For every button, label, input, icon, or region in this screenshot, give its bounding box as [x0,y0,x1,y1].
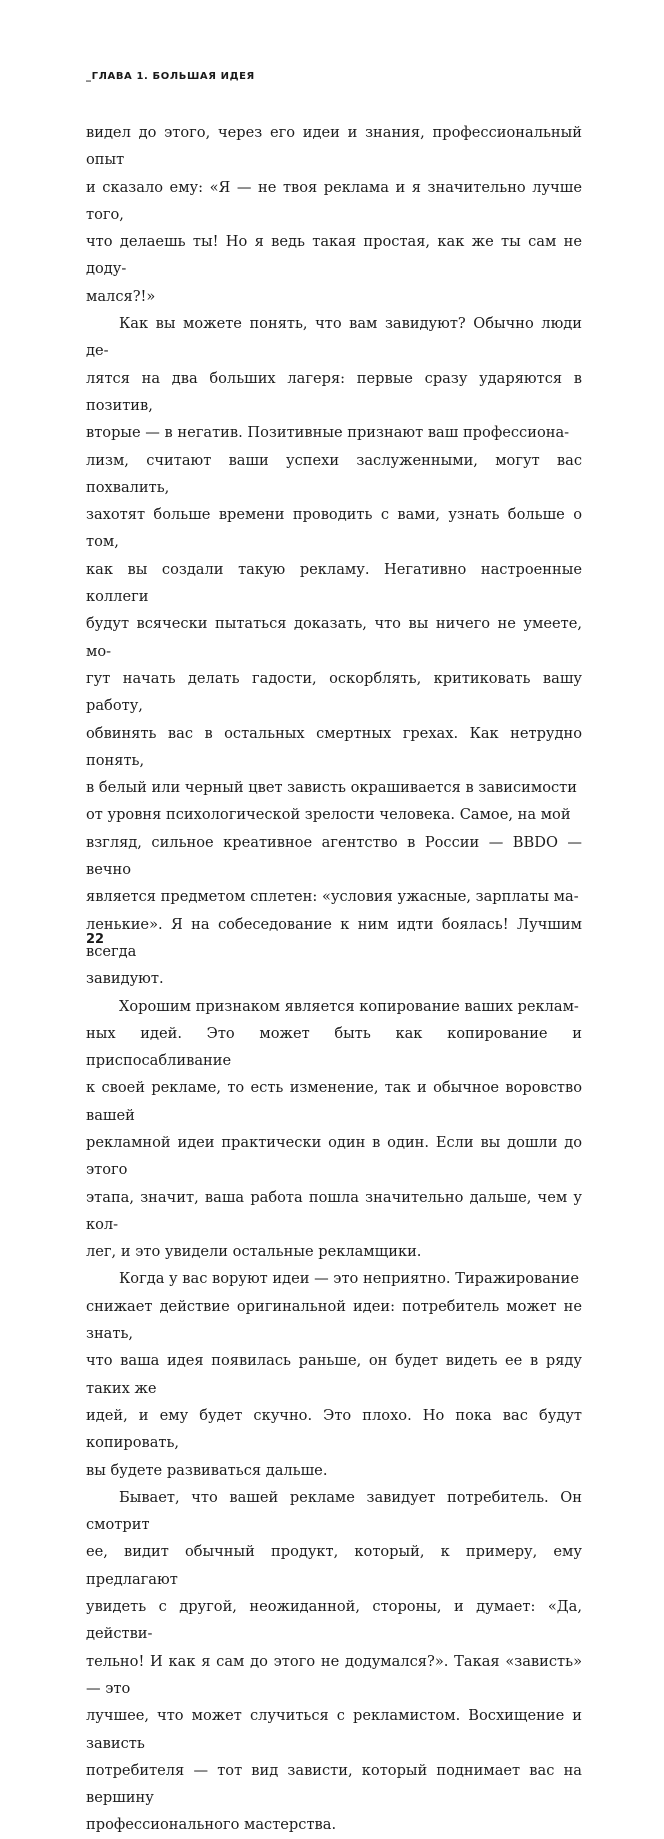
paragraph-consumer-envy: Бывает, что вашей рекламе завидует потребитель. Он смотрит ее, видит обычный продукт, который, к примеру, ему предлагают увидеть с другой, неожиданной, стороны, и думает: «Да, действи- тельно! И как я сам до этого не додумался?». Такая «зависть» — это лучшее, что может случиться с рекламистом. Восхищение и зависть потребителя — тот вид зависти, который поднимает вас на вершину профессионального мастерства. [86,1488,582,1834]
body-text [86,119,582,1839]
page-number: 22 [86,932,105,947]
paragraph-stolen-ideas: Когда у вас воруют идеи — это неприятно. Тиражирование снижает действие оригинальной идеи: потребитель может не знать, что ваша идея появилась раньше, он будет видеть ее в ряду таких же идей, и ему будет скучно. Это плохо. Но пока вас будут копировать, вы будете развиваться дальше. [86,1270,582,1479]
paragraph-continuation: видел до этого, через его идеи и знания, профессиональный опыт и сказало ему: «Я — не твоя реклама и я значительно лучше того, что делаешь ты! Но я ведь такая простая, как же ты сам не доду- мался?!» [86,124,582,305]
running-header: _ГЛАВА 1. БОЛЬШАЯ ИДЕЯ [86,71,255,82]
paragraph-copying: Хорошим признаком является копирование ваших реклам- ных идей. Это может быть как копирование и приспосабливание к своей рекламе, то есть изменение, так и обычное воровство вашей рекламной идеи практически один в один. Если вы дошли до этого этапа, значит, ваша работа пошла значительно дальше, чем у кол- лег, и это увидели остальные рекламщики. [86,997,582,1261]
paragraph-envy-signs: Как вы можете понять, что вам завидуют? Обычно люди де- лятся на два больших лагеря: первые сразу ударяются в позитив, вторые — в негатив. Позитивные признают ваш профессиона- лизм, считают ваши успехи заслуженными, могут вас похвалить, захотят больше времени проводить с вами, узнать больше о том, как вы создали такую рекламу. Негативно настроенные коллеги будут всячески пытаться доказать, что вы ничего не умеете, мо- гут начать делать гадости, оскорблять, критиковать вашу работу, обвинять вас в остальных смертных грехах. Как нетрудно понять, в белый или черный цвет зависть окрашивается в зависимости от уровня психологической зрелости человека. Самое, на мой взгляд, сильное креативное агентство в России — BBDO — вечно является предметом сплетен: «условия ужасные, зарплаты ма- ленькие». Я на собеседование к ним идти боялась! Лучшим всегда завидуют. [86,315,582,988]
